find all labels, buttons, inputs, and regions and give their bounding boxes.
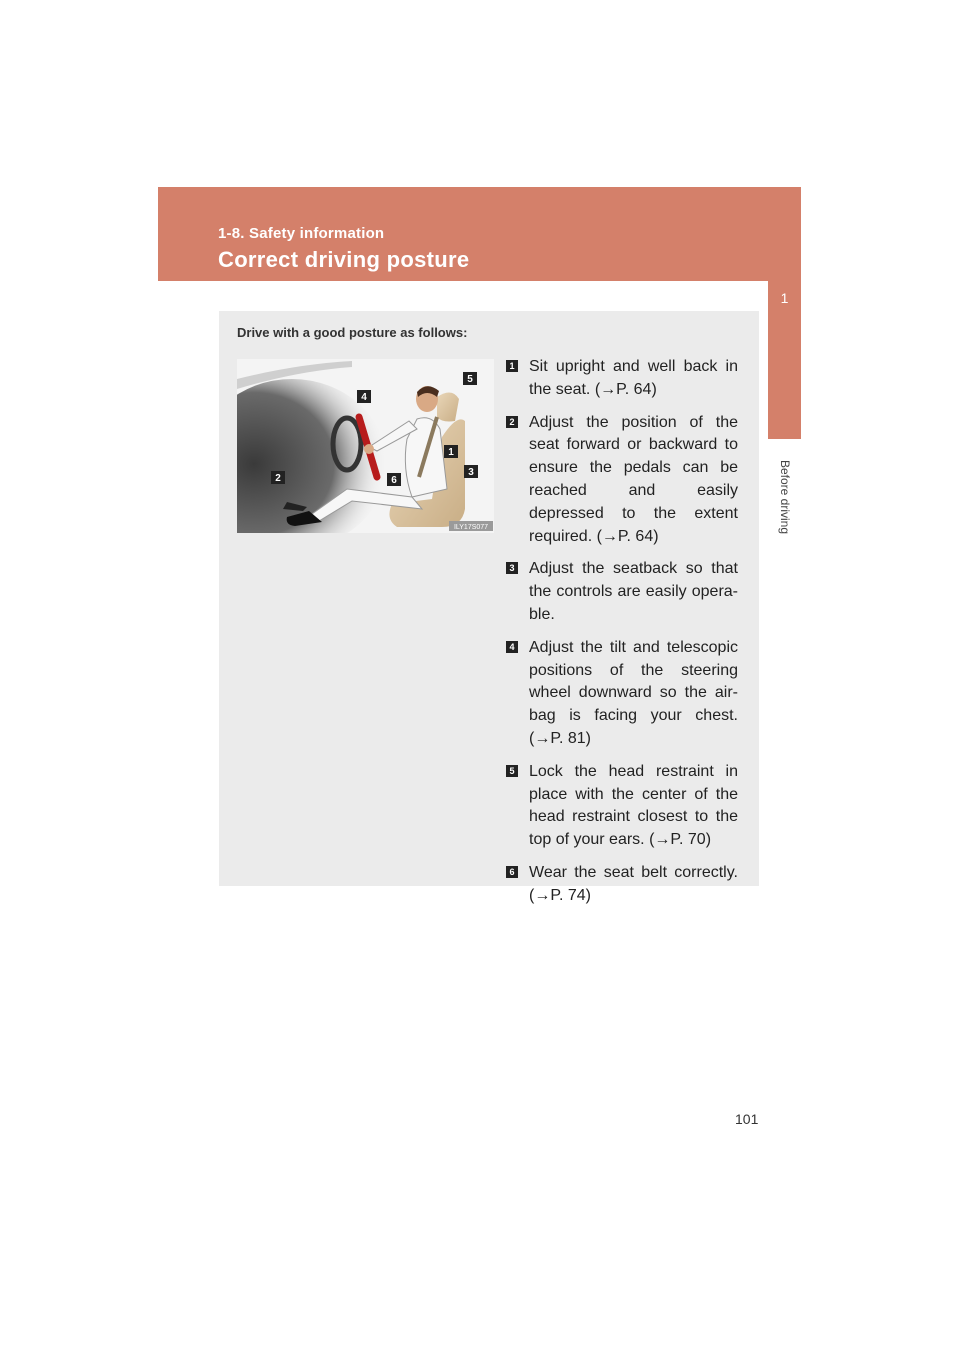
intro-text: Drive with a good posture as follows: (237, 325, 468, 340)
svg-text:1: 1 (448, 447, 454, 458)
step-text: Adjust the position of the seat forward or backward to ensure the pedals can be reached and easily depressed to the extent required. (→P. 64) (529, 413, 738, 545)
step-number-badge: 4 (506, 641, 518, 653)
svg-text:3: 3 (468, 467, 474, 478)
step-number-badge: 1 (506, 360, 518, 372)
step-text: Lock the head restraint in place with the center of the head restraint closest to the top of your ears. (→P. 70) (529, 762, 738, 849)
svg-text:2: 2 (275, 473, 281, 484)
svg-text:5: 5 (467, 374, 473, 385)
chapter-label-text: Before driving (778, 459, 792, 535)
step-item (506, 637, 738, 751)
chapter-label (778, 452, 792, 542)
driving-posture-illustration (237, 359, 494, 533)
step-text: Sit upright and well back in the seat. (→P. 64) (529, 358, 738, 398)
step-text: Adjust the seatback so that the controls are easily opera-ble. (529, 560, 738, 623)
svg-text:6: 6 (391, 475, 397, 486)
step-item (506, 356, 738, 402)
page-number: 101 (735, 1111, 759, 1127)
header-band (158, 187, 801, 281)
page-title: Correct driving posture (218, 247, 470, 272)
step-item (506, 412, 738, 549)
step-number-badge: 2 (506, 416, 518, 428)
chapter-tab[interactable] (768, 187, 801, 439)
content-panel (219, 311, 759, 904)
step-text: Adjust the tilt and telescopic positions of the steering wheel downward so the air-bag is facing your chest. (→P. 81) (529, 638, 738, 747)
driver-seat-illustration-svg (237, 359, 494, 533)
svg-text:4: 4 (361, 392, 367, 403)
section-label: 1-8. Safety information (218, 225, 385, 242)
step-number-badge: 6 (506, 866, 518, 878)
step-number-badge: 3 (506, 562, 518, 574)
step-text: Wear the seat belt correctly. (→P. 74) (529, 863, 738, 904)
posture-steps (506, 356, 738, 918)
step-item (506, 761, 738, 852)
step-item (506, 862, 738, 908)
chapter-number: 1 (780, 290, 789, 306)
step-number-badge: 5 (506, 765, 518, 777)
step-item (506, 558, 738, 626)
illustration-code: ILY17S077 (453, 524, 489, 531)
